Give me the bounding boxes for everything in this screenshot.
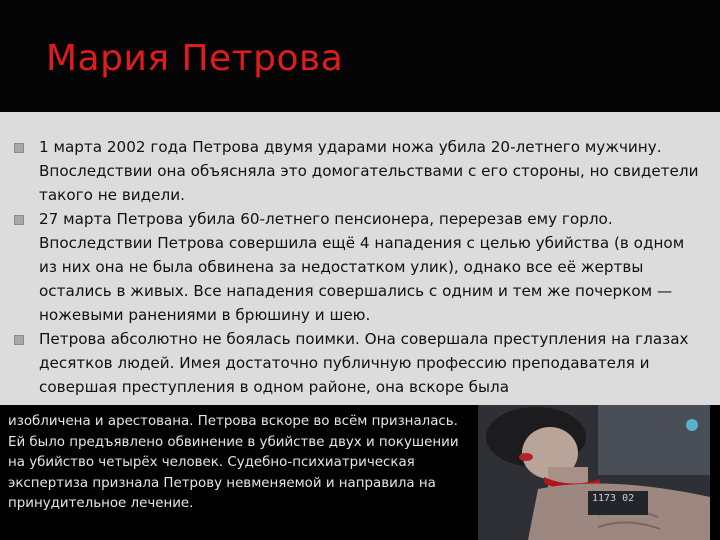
square-bullet-icon xyxy=(14,335,24,345)
bullet-item xyxy=(14,207,704,327)
photo-illustration xyxy=(478,405,710,540)
slide-title: Мария Петрова xyxy=(46,38,344,79)
photo-placard-label: 1173 02 xyxy=(592,493,635,504)
caption-text: изобличена и арестована. Петрова вскоре во всём призналась. Ей было предъявлено обвинение в убийстве двух и покушении на убийство четырёх человек. Судебно-психиатрическая экспертиза признала Петрову невменяемой и направила на принудительное лечение. xyxy=(8,414,459,511)
bullet-text: Петрова абсолютно не боялась поимки. Она совершала преступления на глазах десятков людей. Имея достаточно публичную профессию преподавателя и совершая преступления в одном районе, она вскоре была xyxy=(39,330,689,396)
bullet-item xyxy=(14,327,704,399)
bullet-text: 1 марта 2002 года Петрова двумя ударами ножа убила 20-летнего мужчину. Впоследствии она объясняла это домогательствами с его стороны, но свидетели такого не видели. xyxy=(39,138,699,204)
square-bullet-icon xyxy=(14,215,24,225)
photo xyxy=(478,405,710,540)
bullet-item xyxy=(14,135,704,207)
bullet-text: 27 марта Петрова убила 60-летнего пенсионера, перерезав ему горло. Впоследствии Петрова совершила ещё 4 нападения с целью убийства (в одном из них она не была обвинена за недостатком улик), однако все её жертвы остались в живых. Все нападения совершались с одним и тем же почерком — ножевыми ранениями в брюшину и шею. xyxy=(39,210,685,324)
square-bullet-icon xyxy=(14,143,24,153)
bullet-list xyxy=(14,135,704,399)
